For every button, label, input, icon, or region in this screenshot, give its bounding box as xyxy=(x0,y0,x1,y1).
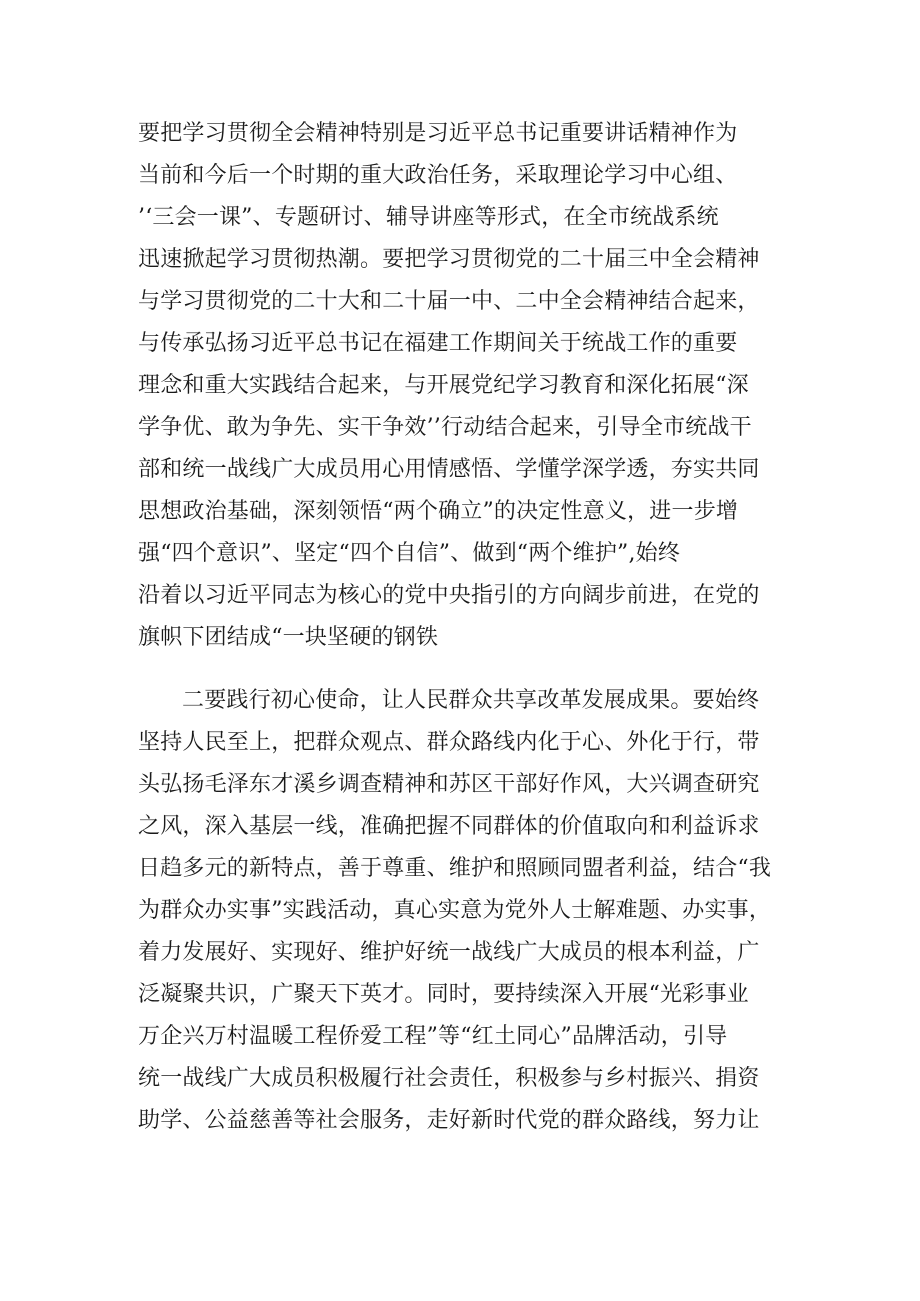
text-line: 坚持人民至上，把群众观点、群众路线内化于心、外化于行，带 xyxy=(138,730,760,755)
paragraph-1 xyxy=(138,113,798,659)
text-line: 头弘扬毛泽东才溪乡调查精神和苏区干部好作风，大兴调查研究 xyxy=(138,772,760,797)
text-line: 学争优、敢为争先、实干争效’’行动结合起来，引导全市统战干 xyxy=(138,415,752,440)
text-line-first: 二要践行初心使命，让人民群众共享改革发展成果。要始终 xyxy=(182,688,760,713)
text-line: 泛凝聚共识，广聚天下英才。同时，要持续深入开展“光彩事业 xyxy=(138,982,749,1007)
text-line: 沿着以习近平同志为核心的党中央指引的方向阔步前进，在党的 xyxy=(138,583,760,608)
text-line: 当前和今后一个时期的重大政治任务，采取理论学习中心组、 xyxy=(138,163,738,188)
text-line: 要把学习贯彻全会精神特别是习近平总书记重要讲话精神作为 xyxy=(138,121,738,146)
text-line: 思想政治基础，深刻领悟“两个确立”的决定性意义，进一步增 xyxy=(138,499,739,524)
text-line: 与学习贯彻党的二十大和二十届一中、二中全会精神结合起来， xyxy=(138,289,760,314)
paragraph-2 xyxy=(138,680,798,1142)
text-line: 与传承弘扬习近平总书记在福建工作期间关于统战工作的重要 xyxy=(138,331,738,356)
text-line: 之风，深入基层一线，准确把握不同群体的价值取向和利益诉求 xyxy=(138,814,760,839)
text-line: ’‘三会一课”、专题研讨、辅导讲座等形式，在全市统战系统 xyxy=(138,205,719,230)
text-line: 着力发展好、实现好、维护好统一战线广大成员的根本利益，广 xyxy=(138,940,760,965)
text-line: 迅速掀起学习贯彻热潮。要把学习贯彻党的二十届三中全会精神 xyxy=(138,247,760,272)
text-line: 为群众办实事”实践活动，真心实意为党外人士解难题、办实事， xyxy=(138,898,772,923)
text-line: 强“四个意识”、坚定“四个自信”、做到“两个维护”,始终 xyxy=(138,541,681,566)
text-line: 旗帜下团结成“一块坚硬的钢铁 xyxy=(138,625,439,650)
text-line: 部和统一战线广大成员用心用情感悟、学懂学深学透，夯实共同 xyxy=(138,457,760,482)
text-line: 统一战线广大成员积极履行社会责任，积极参与乡村振兴、捐资 xyxy=(138,1066,760,1091)
text-line: 助学、公益慈善等社会服务，走好新时代党的群众路线，努力让 xyxy=(138,1108,760,1133)
paragraph-gap xyxy=(138,659,798,680)
document-body xyxy=(138,113,798,1142)
text-line: 日趋多元的新特点，善于尊重、维护和照顾同盟者利益，结合“我 xyxy=(138,856,772,881)
text-line: 万企兴万村温暖工程侨爱工程”等“红土同心”品牌活动，引导 xyxy=(138,1024,728,1049)
text-line: 理念和重大实践结合起来，与开展党纪学习教育和深化拓展“深 xyxy=(138,373,749,398)
